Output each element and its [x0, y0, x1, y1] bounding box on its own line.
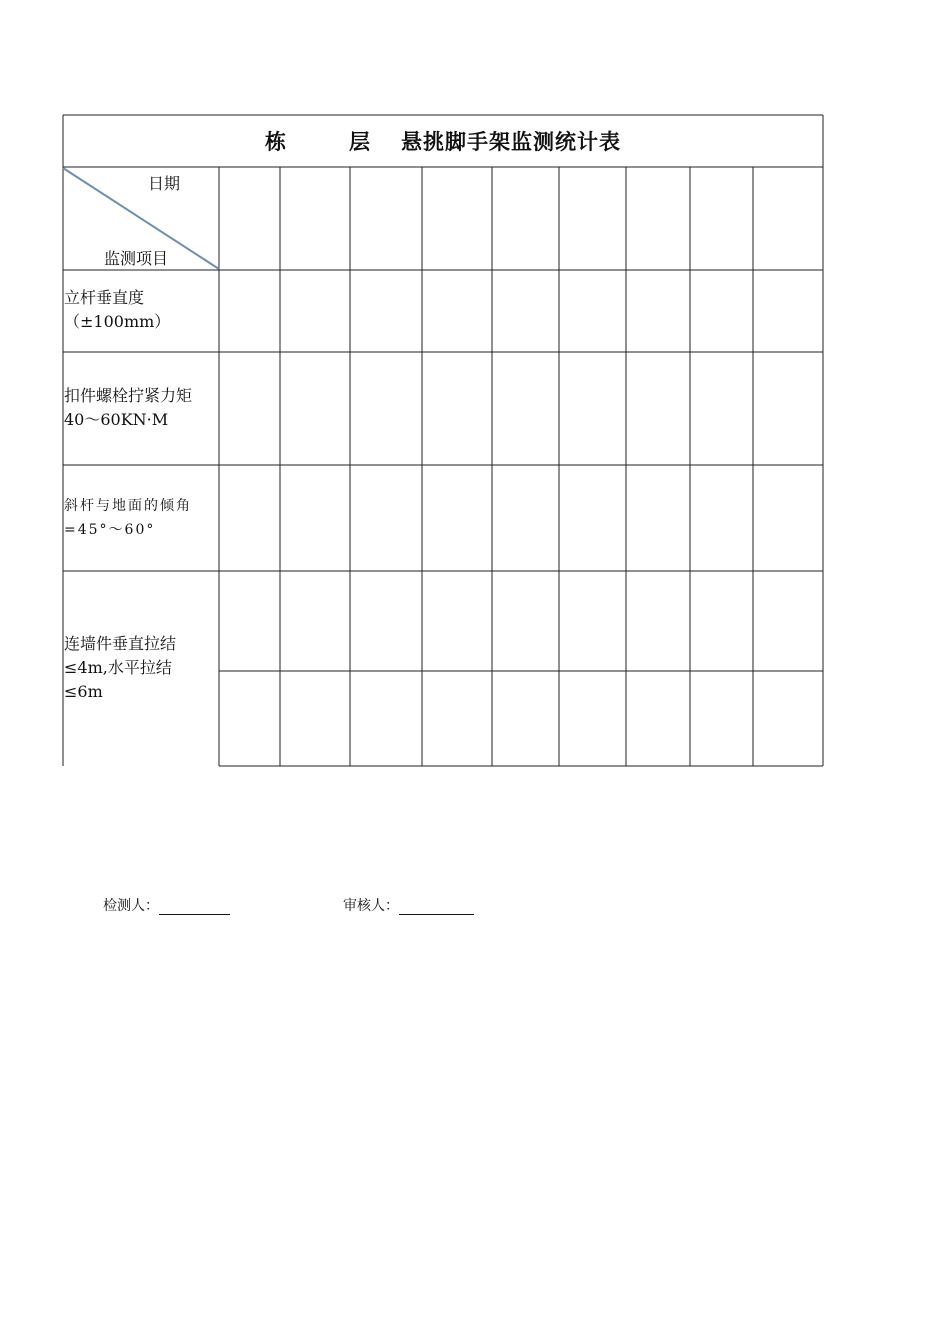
reviewer-label: 审核人： [343, 898, 399, 914]
row-label-line: 斜杆与地面的倾角 [64, 498, 192, 514]
reviewer-signature-line[interactable] [399, 898, 474, 915]
row-label-line: 40～60KN·M [64, 410, 169, 429]
row-label-line: 扣件螺栓拧紧力矩 [64, 386, 193, 405]
inspector-signature [103, 895, 230, 915]
title-building: 栋 [265, 130, 287, 154]
row-label-line: ≤6m [64, 682, 103, 701]
inspector-label: 检测人： [103, 898, 159, 914]
row-label-pole-verticality [64, 286, 220, 334]
row-label-line: ≤4m,水平拉结 [64, 658, 172, 677]
row-label-line: =45°～60° [64, 522, 156, 538]
inspector-signature-line[interactable] [159, 898, 230, 915]
header-item-label: 监测项目 [104, 249, 169, 268]
form-title [63, 115, 823, 167]
row-label-line: 立杆垂直度 [64, 288, 145, 307]
header-date-label: 日期 [148, 174, 181, 193]
title-floor: 层 [349, 130, 371, 154]
row-label-bolt-torque [64, 384, 220, 432]
row-label-brace-angle [64, 494, 220, 542]
row-label-line: 连墙件垂直拉结 [64, 634, 177, 653]
title-main: 悬挑脚手架监测统计表 [401, 130, 621, 154]
reviewer-signature [343, 895, 474, 915]
row-label-line: （±100mm） [64, 312, 171, 331]
row-label-wall-tie [64, 632, 220, 704]
